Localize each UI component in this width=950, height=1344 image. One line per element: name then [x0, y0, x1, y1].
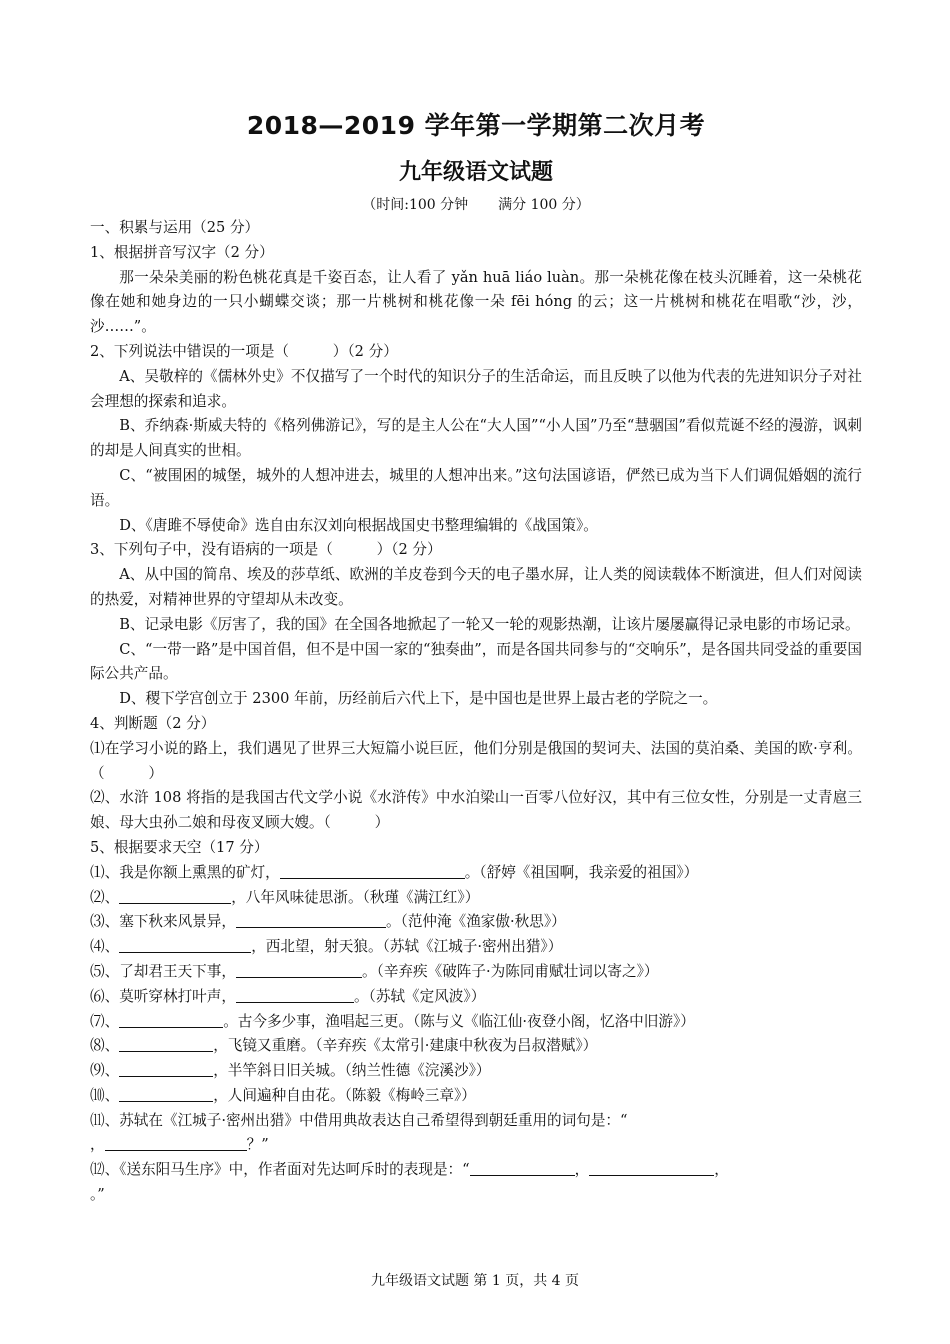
question-5-title: 5、根据要求天空（17 分） [90, 838, 269, 856]
fill-line-11: ⑾、苏轼在《江城子·密州出猎》中借用典故表达自己希望得到朝廷重用的词句是：“ ， ？” [90, 1111, 628, 1154]
section-heading: 一、积累与运用（25 分） [90, 219, 260, 236]
answer-blank[interactable] [105, 1134, 247, 1151]
fill-line-6: ⑹、莫听穿林打叶声， 。（苏轼《定风波》） [90, 987, 486, 1005]
fill-line-7: ⑺、 。古今多少事，渔唱起三更。（陈与义《临江仙·夜登小阁，忆洛中旧游》） [90, 1012, 695, 1030]
question-2-option-b: B、乔纳森·斯威夫特的《格列佛游记》，写的是主人公在“大人国”“小人国”乃至“慧骃国”看似荒诞不经的漫游，讽刺的却是人间真实的世相。 [90, 417, 862, 460]
answer-blank[interactable] [236, 911, 386, 928]
fill-line-3: ⑶、塞下秋来风景异， 。（范仲淹《渔家傲·秋思》） [90, 913, 566, 931]
answer-blank[interactable] [236, 961, 362, 978]
question-4-item-1: ⑴在学习小说的路上，我们遇见了世界三大短篇小说巨匠，他们分别是俄国的契诃夫、法国的莫泊桑、美国的欧·亨利。（ ） [90, 739, 862, 782]
fill-line-5: ⑸、了却君王天下事， 。（辛弃疾《破阵子·为陈同甫赋壮词以寄之》） [90, 962, 659, 980]
question-3-option-c: C、“一带一路”是中国首倡，但不是中国一家的“独奏曲”，而是各国共同参与的“交响乐”，是各国共同受益的重要国际公共产品。 [90, 640, 862, 683]
fill-line-4: ⑷、 ，西北望，射天狼。（苏轼《江城子·密州出猎》） [90, 938, 563, 956]
question-2-option-a: A、吴敬梓的《儒林外史》不仅描写了一个时代的知识分子的生活命运，而且反映了以他为代表的先进知识分子对社会理想的探索和追求。 [90, 367, 862, 410]
question-3-option-d: D、稷下学宫创立于 2300 年前，历经前后六代上下，是中国也是世界上最古老的学院之一。 [119, 690, 718, 708]
answer-blank[interactable] [119, 887, 231, 904]
fill-line-8: ⑻、 ，飞镜又重磨。（辛弃疾《太常引·建康中秋夜为吕叔潜赋》） [90, 1037, 598, 1055]
question-3-title: 3、下列句子中，没有语病的一项是（ ）（2 分） [90, 541, 442, 559]
answer-blank[interactable] [589, 1159, 714, 1176]
question-1-text: 那一朵朵美丽的粉色桃花真是千姿百态，让人看了 yǎn huā liáo luàn。那一朵桃花像在枝头沉睡着，这一朵桃花像在她和她身边的一只小蝴蝶交谈；那一片桃树和桃花像一朵 fēi hóng 的云；这一片桃树和桃花在唱歌“沙，沙，沙……”。 [90, 268, 862, 336]
question-2-option-d: D、《唐雎不辱使命》选自由东汉刘向根据战国史书整理编辑的《战国策》。 [119, 516, 598, 534]
question-4-title: 4、判断题（2 分） [90, 714, 216, 732]
question-3-option-a: A、从中国的简帛、埃及的莎草纸、欧洲的羊皮卷到今天的电子墨水屏，让人类的阅读载体不断演进，但人们对阅读的热爱，对精神世界的守望却从未改变。 [90, 566, 862, 608]
exam-time: （时间:100 分钟 [362, 197, 469, 213]
answer-blank[interactable] [119, 1011, 223, 1028]
answer-blank[interactable] [119, 1060, 213, 1077]
answer-blank[interactable] [280, 862, 465, 879]
question-2-option-c: C、“被围困的城堡，城外的人想冲进去，城里的人想冲出来。”这句法国谚语，俨然已成为当下人们调侃婚姻的流行语。 [90, 466, 862, 509]
question-3-option-b: B、记录电影《厉害了，我的国》在全国各地掀起了一轮又一轮的观影热潮，让该片屡屡赢得记录电影的市场记录。 [119, 615, 860, 633]
answer-blank[interactable] [119, 1085, 213, 1102]
question-4-item-2: ⑵、水浒 108 将指的是我国古代文学小说《水浒传》中水泊梁山一百零八位好汉，其中有三位女性，分别是一丈青扈三娘、母大虫孙二娘和母夜叉顾大嫂。（ ） [90, 789, 862, 832]
exam-time-and-score [90, 194, 862, 216]
fill-line-9: ⑼、 ，半竿斜日旧关城。（纳兰性德《浣溪沙》） [90, 1062, 491, 1080]
question-2-title: 2、下列说法中错误的一项是（ ）（2 分） [90, 342, 398, 360]
fill-line-10: ⑽、 ，人间遍种自由花。（陈毅《梅岭三章》） [90, 1086, 476, 1104]
answer-blank[interactable] [236, 986, 354, 1003]
exam-content [90, 108, 862, 1208]
exam-title: 2018—2019 学年第一学期第二次月考 [246, 111, 706, 140]
page-footer: 九年级语文试题 第 1 页，共 4 页 [370, 1273, 580, 1289]
answer-blank[interactable] [119, 936, 251, 953]
exam-score: 满分 100 分） [498, 197, 590, 213]
answer-blank[interactable] [119, 1035, 213, 1052]
section-1 [90, 216, 862, 1208]
fill-line-1: ⑴、我是你额上熏黑的矿灯， 。（舒婷《祖国啊，我亲爱的祖国》） [90, 863, 699, 881]
question-1-title: 1、根据拼音写汉字（2 分） [90, 243, 274, 261]
fill-line-12: ⑿、《送东阳马生序》中，作者面对先达呵斥时的表现是：“ ， ， 。” [90, 1161, 729, 1204]
answer-blank[interactable] [470, 1159, 575, 1176]
exam-subtitle: 九年级语文试题 [398, 160, 553, 185]
fill-line-2: ⑵、 ，八年风味徒思浙。（秋瑾《满江红》） [90, 888, 480, 906]
